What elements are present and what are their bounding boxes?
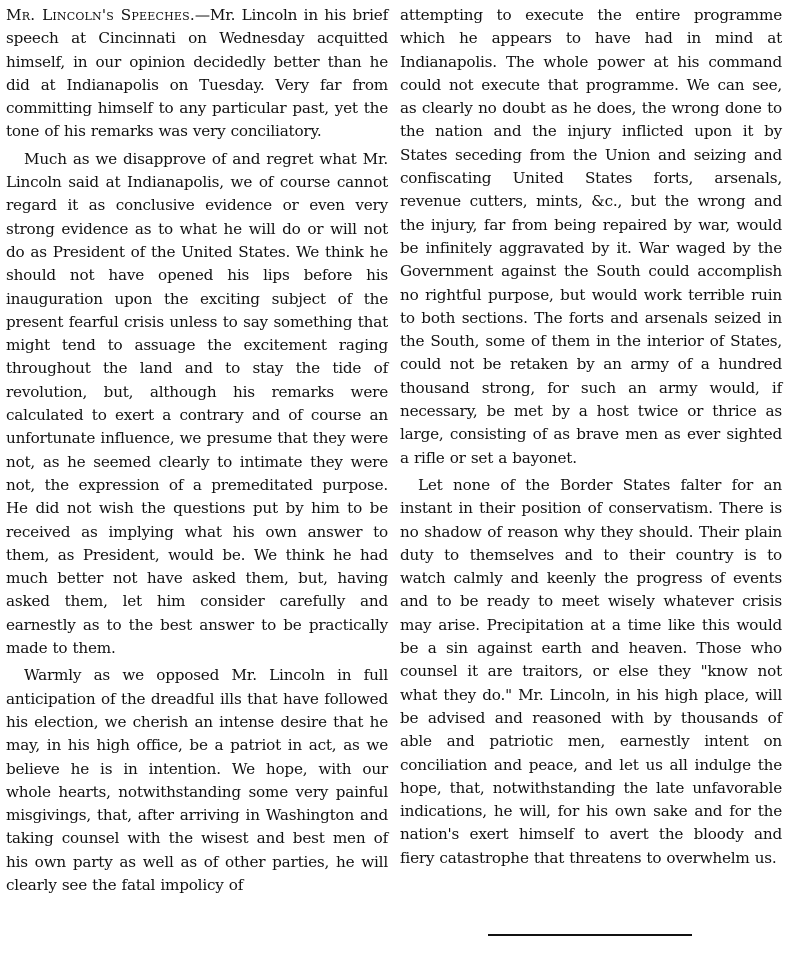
right-column <box>400 4 782 870</box>
paragraph: attempting to execute the entire programme which he appears to have had in mind at Indianapolis. The whole power at his command could not execute that programme. We can see, as clearly no doubt as he does, the wrong done to the nation and the injury inflicted upon it by States seceding from the Union and seizing and confiscating United States forts, arsenals, revenue cutters, mints, &c., but the wrong and the injury, far from being repaired by war, would be infinitely aggravated by it. War waged by the Government against the South could accomplish no rightful purpose, but would work terrible ruin to both sections. The forts and arsenals seized in the South, some of them in the interior of States, could not be retaken by an army of a hundred thousand strong, for such an army would, if necessary, be met by a host twice or thrice as large, consisting of as brave men as ever sighted a rifle or set a bayonet. <box>400 6 782 467</box>
paragraph: Much as we disapprove of and regret what Mr. Lincoln said at Indianapolis, we of course cannot regard it as conclusive evidence or even very strong evidence as to what he will do or will not do as President of the United States. We think he should not have opened his lips before his inauguration upon the exciting subject of the present fearful crisis unless to say something that might tend to assuage the excitement raging throughout the land and to stay the tide of revolution, but, although his remarks were calculated to exert a contrary and of course an unfortunate influence, we presume that they were not, as he seemed clearly to intimate they were not, the expression of a premeditated purpose. He did not wish the questions put by him to be received as implying what his own answer to them, as President, would be. We think he had much better not have asked them, but, having asked them, let him consider carefully and earnestly as to the best answer to be practically made to them. <box>6 149 388 658</box>
paragraph: Warmly as we opposed Mr. Lincoln in full anticipation of the dreadful ills that have followed his election, we cherish an intense desire that he may, in his high office, be a patriot in act, as we believe he is in intention. We hope, with our whole hearts, notwithstanding some very painful misgivings, that, after arriving in Washington and taking counsel with the wisest and best men of his own party as well as of other parties, he will clearly see the fatal impolicy of <box>6 666 388 894</box>
left-column <box>6 4 388 897</box>
paragraph-text: —Mr. Lincoln in his brief speech at Cincinnati on Wednesday acquitted himself, in our opinion decidedly better than he did at Indianapolis on Tuesday. Very far from committing himself to any particular past, yet the tone of his remarks was very conciliatory. <box>6 6 388 141</box>
opening-paragraph <box>6 4 388 144</box>
article-headline: Mr. Lincoln's Speeches. <box>6 6 195 24</box>
end-of-article-rule <box>488 934 692 936</box>
paragraph: Let none of the Border States falter for an instant in their position of conservatism. There is no shadow of reason why they should. Their plain duty to themselves and to their country is to watch calmly and keenly the progress of events and to be ready to meet wisely whatever crisis may arise. Precipitation at a time like this would be a sin against earth and heaven. Those who counsel it are traitors, or else they "know not what they do." Mr. Lincoln, in his high place, will be advised and reasoned with by thousands of able and patriotic men, earnestly intent on conciliation and peace, and let us all indulge the hope, that, notwithstanding the late unfavorable indications, he will, for his own sake and for the nation's exert himself to avert the bloody and fiery catastrophe that threatens to overwhelm us. <box>400 475 782 867</box>
